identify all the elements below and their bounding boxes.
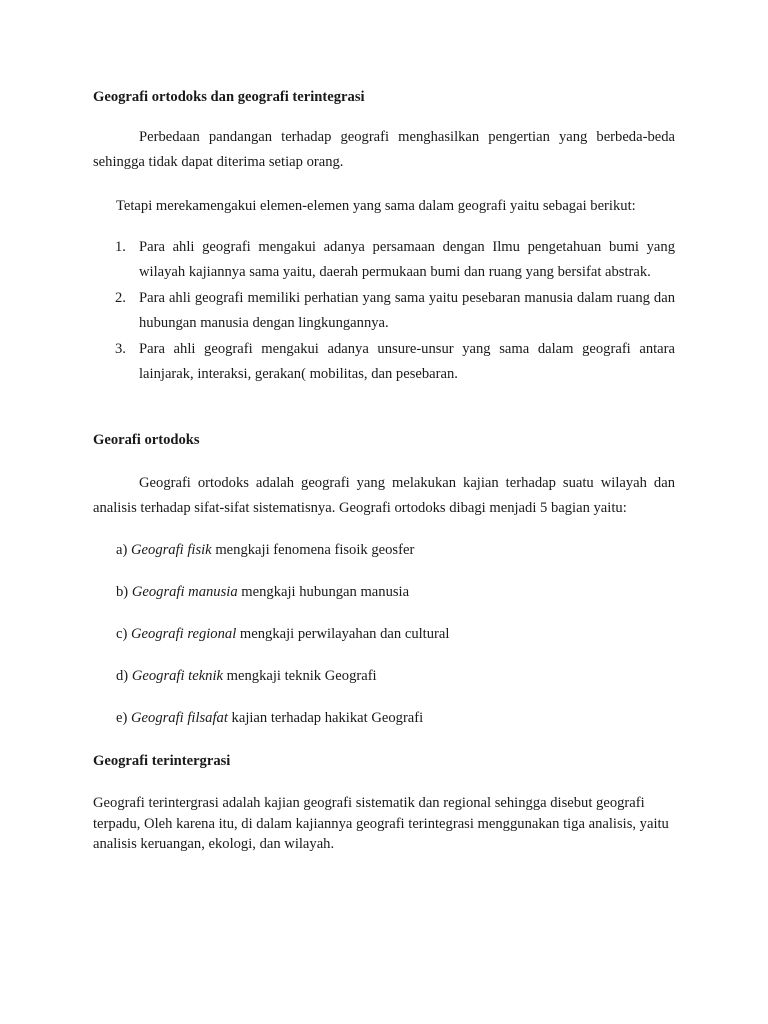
list-letter: b) bbox=[116, 584, 129, 600]
list-item bbox=[93, 286, 675, 337]
list-text: Para ahli geografi memiliki perhatian yang sama yaitu pesebaran manusia dalam ruang dan hubungan manusia dengan lingkungannya. bbox=[139, 289, 675, 332]
paragraph-geografi-terintergrasi: Geografi terintergrasi adalah kajian geografi sistematik dan regional sehingga disebut geografi terpadu, Oleh karena itu, di dalam kajiannya geografi terintegrasi menggunakan tiga analisis, yaitu analisis keruangan, ekologi, dan wilayah. bbox=[93, 795, 669, 852]
list-item bbox=[116, 708, 676, 728]
list-desc: mengkaji perwilayahan dan cultural bbox=[239, 626, 450, 642]
list-item bbox=[116, 624, 676, 644]
list-term: Geografi regional bbox=[131, 626, 237, 642]
heading-geografi-terintergrasi: Geografi terintergrasi bbox=[93, 753, 231, 769]
list-letter: d) bbox=[116, 668, 129, 684]
list-number: 3. bbox=[115, 340, 126, 357]
paragraph-geografi-ortodoks: Geografi ortodoks adalah geografi yang melakukan kajian terhadap suatu wilayah dan analisis terhadap sifat-sifat sistematisnya. Geografi ortodoks dibagi menjadi 5 bagian yaitu: bbox=[93, 475, 675, 516]
list-item bbox=[116, 540, 676, 560]
list-item bbox=[116, 582, 676, 602]
heading-ortodoks-terintegrasi: Geografi ortodoks dan geografi terintegrasi bbox=[93, 89, 365, 105]
list-text: Para ahli geografi mengakui adanya persamaan dengan Ilmu pengetahuan bumi yang wilayah kajiannya sama yaitu, daerah permukaan bumi dan ruang yang bersifat abstrak. bbox=[139, 239, 675, 281]
list-item bbox=[93, 235, 675, 286]
list-letter: c) bbox=[116, 626, 128, 642]
paragraph-perbedaan: Perbedaan pandangan terhadap geografi menghasilkan pengertian yang berbeda-beda sehingga tidak dapat diterima setiap orang. bbox=[93, 129, 675, 170]
list-item bbox=[93, 337, 675, 388]
list-number: 1. bbox=[115, 239, 126, 255]
list-term: Geografi filsafat bbox=[131, 710, 228, 726]
list-text: Para ahli geografi mengakui adanya unsure-unsur yang sama dalam geografi antara lainjarak, interaksi, gerakan( mobilitas, dan pesebaran. bbox=[139, 340, 675, 383]
list-number: 2. bbox=[115, 289, 126, 306]
list-desc: mengkaji hubungan manusia bbox=[241, 584, 410, 600]
numbered-list bbox=[93, 235, 675, 387]
list-term: Geografi teknik bbox=[131, 668, 224, 684]
list-term: Geografi fisik bbox=[131, 542, 212, 558]
list-item bbox=[116, 666, 676, 686]
list-desc: mengkaji teknik Geografi bbox=[226, 668, 377, 684]
heading-georafi-ortodoks: Georafi ortodoks bbox=[93, 432, 200, 448]
list-desc: mengkaji fenomena fisoik geosfer bbox=[215, 542, 415, 558]
list-desc: kajian terhadap hakikat Geografi bbox=[231, 710, 424, 726]
list-letter: a) bbox=[116, 542, 128, 558]
list-letter: e) bbox=[116, 710, 128, 726]
list-term: Geografi manusia bbox=[131, 584, 238, 600]
paragraph-tetapi: Tetapi merekamengakui elemen-elemen yang sama dalam geografi yaitu sebagai berikut: bbox=[116, 198, 636, 214]
